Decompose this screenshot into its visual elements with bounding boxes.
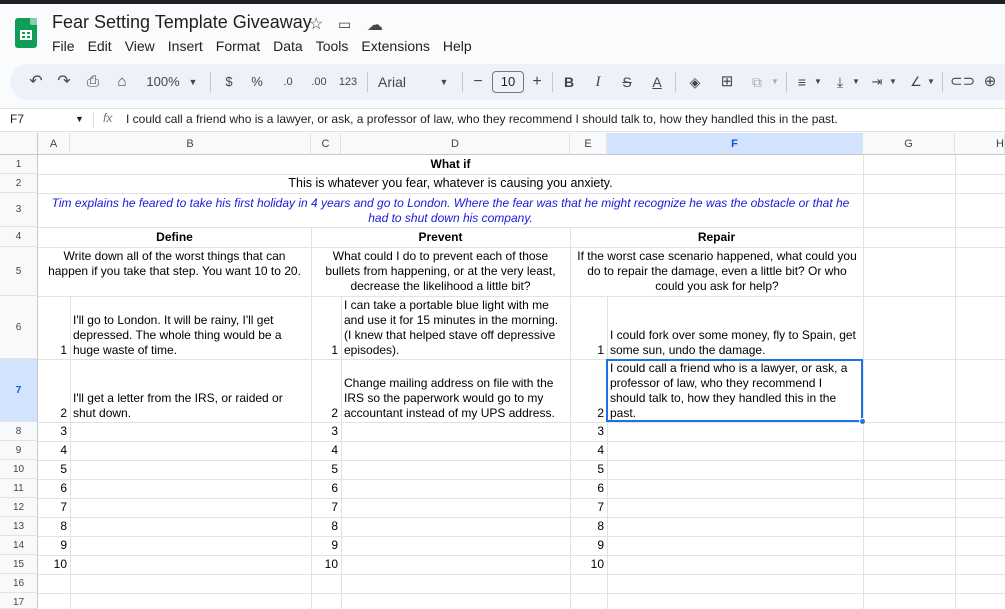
toolbar-divider xyxy=(210,72,211,92)
horizontal-align-icon[interactable]: ≡ xyxy=(797,74,807,90)
zoom-select[interactable]: 100% xyxy=(146,74,180,89)
strikethrough-button[interactable]: S xyxy=(622,74,632,90)
active-cell-selection xyxy=(606,359,863,422)
row-header-7[interactable]: 7 xyxy=(0,359,38,422)
gridline xyxy=(38,517,1005,518)
sheets-logo-icon[interactable] xyxy=(15,18,37,48)
zoom-chevron-down-icon[interactable]: ▼ xyxy=(188,77,198,87)
column-header-f[interactable]: F xyxy=(607,133,863,155)
cell-repair-desc[interactable]: If the worst case scenario happened, what could you do to repair the damage, even a little bit? Or who could you ask for help? xyxy=(577,249,857,293)
name-box[interactable]: F7 xyxy=(10,112,25,126)
redo-icon[interactable]: ↷ xyxy=(57,73,71,90)
cell-a9[interactable]: 4 xyxy=(60,443,67,457)
cell-fear-description[interactable]: This is whatever you fear, whatever is causing you anxiety. xyxy=(288,176,613,190)
gridline xyxy=(38,247,1005,248)
decrease-decimal-button[interactable]: .0 xyxy=(283,76,293,88)
cell-e12[interactable]: 7 xyxy=(597,500,604,514)
paint-format-icon[interactable]: ⌂ xyxy=(117,73,127,90)
column-header-h[interactable]: H xyxy=(955,133,1005,155)
menu-help[interactable]: Help xyxy=(442,38,472,54)
font-size-decrease-icon[interactable]: − xyxy=(473,73,483,90)
menu-tools[interactable]: Tools xyxy=(315,38,349,54)
cell-c13[interactable]: 8 xyxy=(331,519,338,533)
gridline xyxy=(38,227,1005,228)
gridline xyxy=(955,155,956,609)
cell-example[interactable]: Tim explains he feared to take his first holiday in 4 years and go to London. Where the fear was that he might recognize he was the obstacle or that he had to shut down his company. xyxy=(51,196,850,225)
gridline xyxy=(38,193,1005,194)
cell-e9[interactable]: 4 xyxy=(597,443,604,457)
star-icon[interactable]: ☆ xyxy=(309,16,324,33)
column-header-b[interactable]: B xyxy=(70,133,311,155)
cell-e7[interactable]: 2 xyxy=(597,406,604,420)
cell-a14[interactable]: 9 xyxy=(60,538,67,552)
toolbar-divider xyxy=(942,72,943,92)
gridline xyxy=(38,441,1005,442)
row-header-5[interactable]: 5 xyxy=(0,247,38,296)
toolbar-divider xyxy=(675,72,676,92)
cell-prevent-desc[interactable]: What could I do to prevent each of those bullets from happening, or at the very least, decrease the likelihood a little bit? xyxy=(325,249,556,293)
vertical-align-icon[interactable]: ⤓ xyxy=(836,74,844,90)
gridline xyxy=(863,155,864,609)
gridline xyxy=(38,536,1005,537)
cell-e14[interactable]: 9 xyxy=(597,538,604,552)
cell-e15[interactable]: 10 xyxy=(590,557,604,571)
borders-icon[interactable]: ⊞ xyxy=(720,73,734,90)
text-color-button[interactable]: A xyxy=(652,74,662,90)
gridline xyxy=(38,174,1005,175)
row-header-9[interactable]: 9 xyxy=(0,441,38,460)
toolbar-divider xyxy=(367,72,368,92)
cloud-status-icon[interactable]: ☁ xyxy=(367,17,383,34)
undo-icon[interactable]: ↶ xyxy=(29,73,43,90)
toolbar-divider xyxy=(552,72,553,92)
gridline xyxy=(38,479,1005,480)
menu-extensions[interactable]: Extensions xyxy=(361,38,430,54)
row-header-10[interactable]: 10 xyxy=(0,460,38,479)
cell-f7[interactable]: I could call a friend who is a lawyer, or ask, a professor of law, who they recommend I should talk to, how they handled this in the past. xyxy=(610,361,848,420)
row-header-1[interactable]: 1 xyxy=(0,155,38,174)
row-header-12[interactable]: 12 xyxy=(0,498,38,517)
cell-c6[interactable]: 1 xyxy=(331,343,338,357)
cell-e8[interactable]: 3 xyxy=(597,424,604,438)
gridline xyxy=(38,574,1005,575)
gridline xyxy=(38,460,1005,461)
menu-insert[interactable]: Insert xyxy=(167,38,203,54)
cell-c11[interactable]: 6 xyxy=(331,481,338,495)
cell-d6[interactable]: I can take a portable blue light with me and use it for 15 minutes in the morning. (I knew that helped stave off depressive episodes). xyxy=(344,298,559,357)
function-icon: fx xyxy=(103,111,113,125)
row-header-16[interactable]: 16 xyxy=(0,574,38,593)
formula-input[interactable]: I could call a friend who is a lawyer, or ask, a professor of law, who they recommend I should talk to, how they handled this in the past. xyxy=(126,112,838,126)
gridline xyxy=(341,296,342,609)
cell-a10[interactable]: 5 xyxy=(60,462,67,476)
cell-a15[interactable]: 10 xyxy=(53,557,67,571)
move-folder-icon[interactable]: ▭ xyxy=(338,16,352,32)
cell-define-header[interactable]: Define xyxy=(156,230,193,244)
window-top-edge xyxy=(0,0,1005,4)
menu-view[interactable]: View xyxy=(124,38,155,54)
merge-chevron-down-icon[interactable]: ▼ xyxy=(771,77,779,86)
font-size-increase-icon[interactable]: + xyxy=(532,73,542,90)
cell-c12[interactable]: 7 xyxy=(331,500,338,514)
column-header-e[interactable]: E xyxy=(570,133,607,155)
cell-a7[interactable]: 2 xyxy=(60,406,67,420)
doc-title[interactable]: Fear Setting Template Giveaway xyxy=(52,12,312,32)
menu-format[interactable]: Format xyxy=(215,38,261,54)
cell-e11[interactable]: 6 xyxy=(597,481,604,495)
cell-c9[interactable]: 4 xyxy=(331,443,338,457)
bold-button[interactable]: B xyxy=(563,74,575,90)
column-header-c[interactable]: C xyxy=(311,133,341,155)
text-rotation-icon[interactable]: ∠ xyxy=(910,74,922,89)
cell-prevent-header[interactable]: Prevent xyxy=(418,230,463,244)
cell-c14[interactable]: 9 xyxy=(331,538,338,552)
insert-comment-icon[interactable]: ⊕ xyxy=(983,73,997,90)
merge-cells-icon[interactable]: ⧉ xyxy=(752,74,762,90)
font-size-input[interactable]: 10 xyxy=(492,71,524,93)
percent-button[interactable]: % xyxy=(251,74,263,89)
toolbar-divider xyxy=(786,72,787,92)
cell-e10[interactable]: 5 xyxy=(597,462,604,476)
fill-color-icon[interactable]: ◈ xyxy=(689,74,701,90)
cell-a8[interactable]: 3 xyxy=(60,424,67,438)
row-header-17[interactable]: 17 xyxy=(0,593,38,609)
row-header-15[interactable]: 15 xyxy=(0,555,38,574)
gridline xyxy=(38,555,1005,556)
toolbar-divider xyxy=(462,72,463,92)
gridline xyxy=(38,498,1005,499)
gridline xyxy=(38,593,1005,594)
cell-define-desc[interactable]: Write down all of the worst things that can happen if you take that step. You want 10 to 20. xyxy=(48,249,301,278)
cell-b7[interactable]: I'll get a letter from the IRS, or raided or shut down. xyxy=(73,391,283,420)
halign-chevron-down-icon[interactable]: ▼ xyxy=(814,77,822,86)
row-header-3[interactable]: 3 xyxy=(0,193,38,227)
gridline xyxy=(70,296,71,609)
cell-c15[interactable]: 10 xyxy=(324,557,338,571)
cell-e13[interactable]: 8 xyxy=(597,519,604,533)
cell-b6[interactable]: I'll go to London. It will be rainy, I'll get depressed. The whole thing would be a huge waste of time. xyxy=(73,313,282,357)
wrap-chevron-down-icon[interactable]: ▼ xyxy=(889,77,897,86)
gridline xyxy=(607,296,608,609)
menu-bar xyxy=(52,38,485,54)
select-all-corner[interactable] xyxy=(0,133,38,155)
row-header-8[interactable]: 8 xyxy=(0,422,38,441)
increase-decimal-button[interactable]: .00 xyxy=(311,76,327,88)
menu-data[interactable]: Data xyxy=(273,38,303,54)
font-select[interactable]: Arial xyxy=(378,74,407,90)
italic-button[interactable]: I xyxy=(595,74,601,90)
rotation-chevron-down-icon[interactable]: ▼ xyxy=(927,77,935,86)
fill-handle[interactable] xyxy=(859,418,866,425)
gridline xyxy=(38,296,1005,297)
text-wrap-icon[interactable]: ⇥ xyxy=(871,74,883,89)
row-header-11[interactable]: 11 xyxy=(0,479,38,498)
row-header-6[interactable]: 6 xyxy=(0,296,38,359)
valign-chevron-down-icon[interactable]: ▼ xyxy=(852,77,860,86)
cell-a13[interactable]: 8 xyxy=(60,519,67,533)
column-header-a[interactable]: A xyxy=(38,133,70,155)
cell-a11[interactable]: 6 xyxy=(60,481,67,495)
currency-button[interactable]: $ xyxy=(225,74,233,89)
menu-edit[interactable]: Edit xyxy=(87,38,112,54)
font-chevron-down-icon[interactable]: ▼ xyxy=(439,77,449,87)
cell-repair-header[interactable]: Repair xyxy=(697,230,736,244)
cell-c8[interactable]: 3 xyxy=(331,424,338,438)
cell-d7[interactable]: Change mailing address on file with the IRS so the paperwork would go to my accountant instead of my UPS address. xyxy=(344,376,555,420)
menu-file[interactable]: File xyxy=(52,38,75,54)
row-header-13[interactable]: 13 xyxy=(0,517,38,536)
row-header-14[interactable]: 14 xyxy=(0,536,38,555)
number-format-button[interactable]: 123 xyxy=(338,76,358,88)
row-header-4[interactable]: 4 xyxy=(0,227,38,247)
cell-c10[interactable]: 5 xyxy=(331,462,338,476)
column-header-g[interactable]: G xyxy=(863,133,955,155)
cell-c7[interactable]: 2 xyxy=(331,406,338,420)
cell-what-if[interactable]: What if xyxy=(430,157,471,171)
insert-link-icon[interactable]: ⊂⊃ xyxy=(950,73,976,90)
name-box-chevron-down-icon[interactable]: ▼ xyxy=(75,114,84,124)
cell-a12[interactable]: 7 xyxy=(60,500,67,514)
cell-f6[interactable]: I could fork over some money, fly to Spain, get some sun, undo the damage. xyxy=(610,328,856,357)
row-header-2[interactable]: 2 xyxy=(0,174,38,193)
print-icon[interactable]: ⎙ xyxy=(86,73,99,90)
cell-a6[interactable]: 1 xyxy=(60,343,67,357)
formula-divider xyxy=(93,112,94,128)
cell-e6[interactable]: 1 xyxy=(597,343,604,357)
column-header-d[interactable]: D xyxy=(341,133,570,155)
